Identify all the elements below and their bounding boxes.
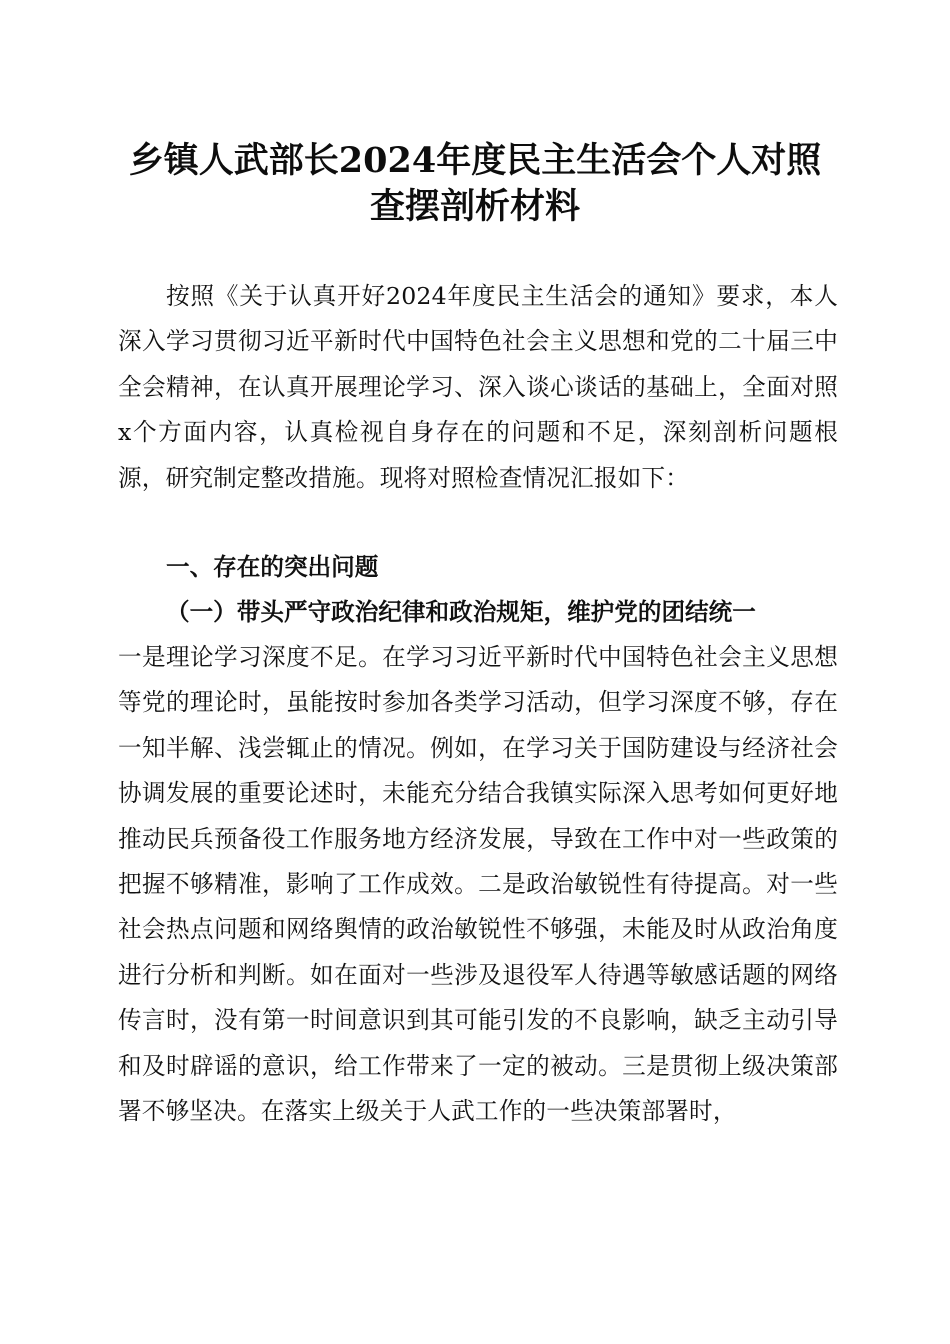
document-title-line-1: 乡镇人武部长2024年度民主生活会个人对照 — [128, 140, 822, 181]
subsection-heading-political-discipline: （一）带头严守政治纪律和政治规矩，维护党的团结统一 — [166, 598, 756, 626]
intro-paragraph: 按照《关于认真开好2024年度民主生活会的通知》要求，本人深入学习贯彻习近平新时代中国特色社会主义思想和党的二十届三中全会精神，在认真开展理论学习、深入谈心谈话的基础上，全面对照x个方面内容，认真检视自身存在的问题和不足，深刻剖析问题根源，研究制定整改措施。现将对照检查情况汇报如下： — [118, 282, 838, 492]
section-heading-problems: 一、存在的突出问题 — [166, 553, 379, 581]
document-title-line-2: 查摆剖析材料 — [369, 186, 580, 227]
subsection-body-paragraph: 一是理论学习深度不足。在学习习近平新时代中国特色社会主义思想等党的理论时，虽能按时参加各类学习活动，但学习深度不够，存在一知半解、浅尝辄止的情况。例如，在学习关于国防建设与经济社会协调发展的重要论述时，未能充分结合我镇实际深入思考如何更好地推动民兵预备役工作服务地方经济发展，导致在工作中对一些政策的把握不够精准，影响了工作成效。二是政治敏锐性有待提高。对一些社会热点问题和网络舆情的政治敏锐性不够强，未能及时从政治角度进行分析和判断。如在面对一些涉及退役军人待遇等敏感话题的网络传言时，没有第一时间意识到其可能引发的不良影响，缺乏主动引导和及时辟谣的意识，给工作带来了一定的被动。三是贯彻上级决策部署不够坚决。在落实上级关于人武工作的一些决策部署时， — [118, 643, 838, 1126]
